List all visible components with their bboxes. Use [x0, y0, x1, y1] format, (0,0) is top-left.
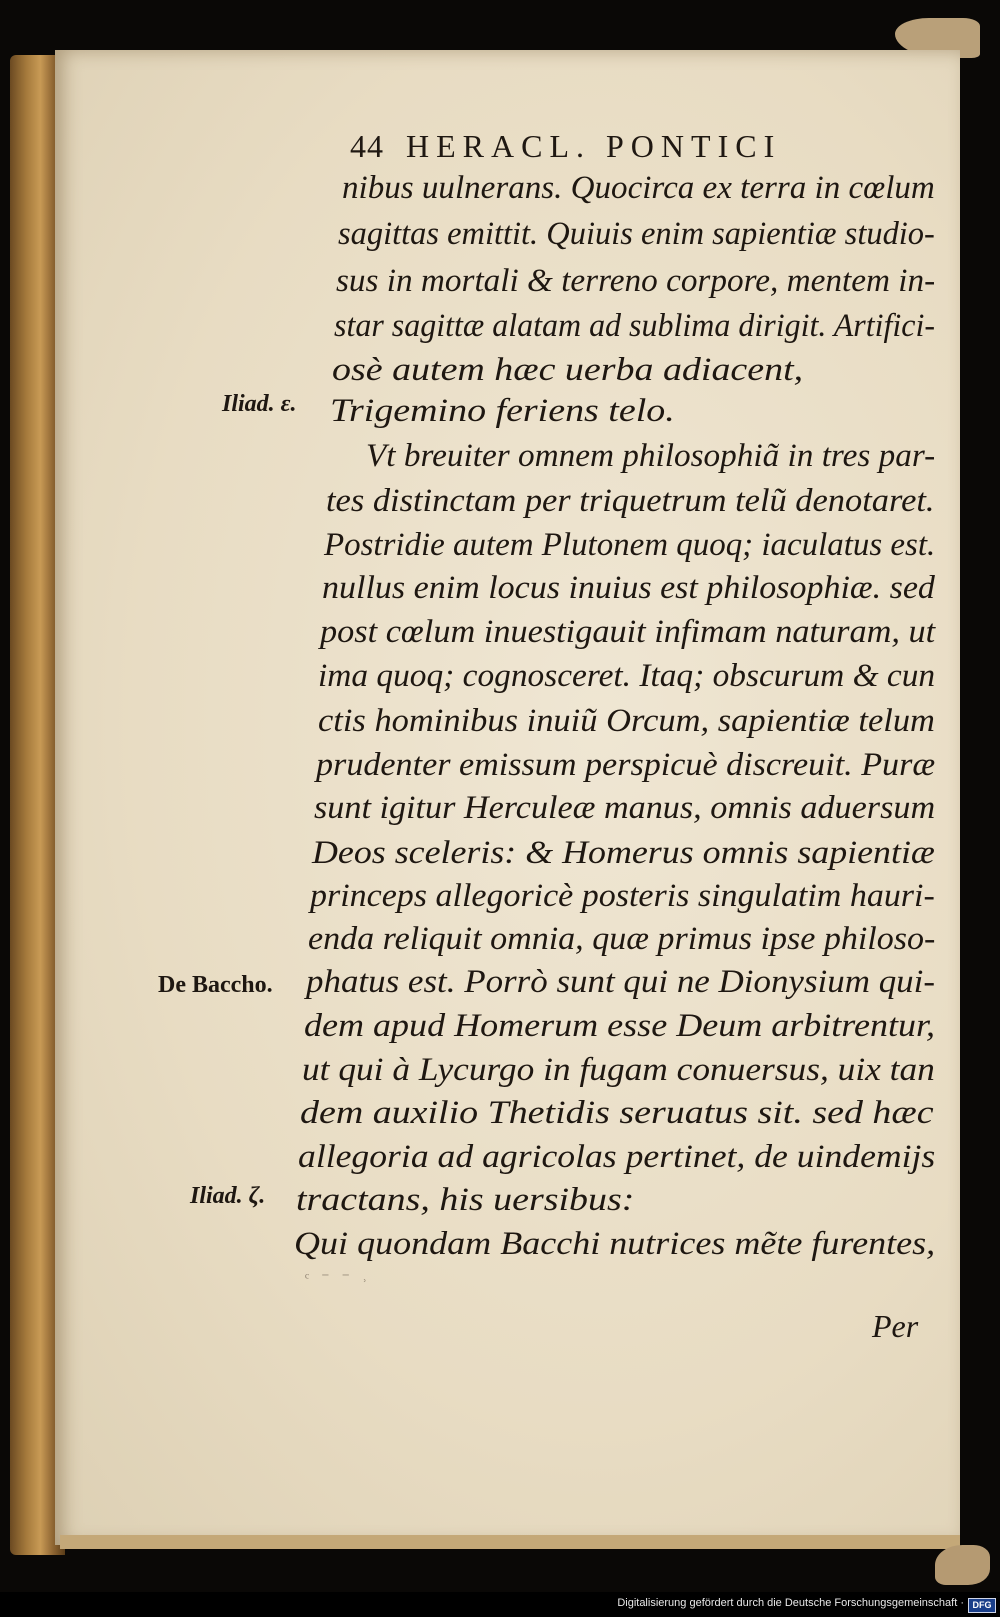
- text-line: osè autem hæc uerba adiacent,: [332, 352, 804, 388]
- text-line: princeps allegoricè posteris singulatim hauri-: [310, 878, 935, 914]
- text-line: tes distinctam per triquetrum telũ denotaret.: [326, 483, 935, 519]
- text-line: ctis hominibus inuiũ Orcum, sapientiæ telum: [318, 703, 935, 739]
- text-line: Trigemino feriens telo.: [330, 393, 675, 429]
- text-line: sus in mortali & terreno corpore, mentem in-: [336, 263, 936, 299]
- marginal-note-iliad-e: Iliad. ε.: [222, 391, 297, 417]
- text-line: sagittas emittit. Quiuis enim sapientiæ studio-: [338, 216, 935, 252]
- text-line: ima quoq; cognosceret. Itaq; obscurum & cun: [318, 658, 936, 694]
- text-line: nullus enim locus inuius est philosophiæ. sed: [322, 570, 935, 606]
- marginal-note-de-baccho: De Baccho.: [158, 972, 273, 998]
- text-line: Deos sceleris: & Homerus omnis sapientiæ: [312, 835, 935, 871]
- text-line: star sagittæ alatam ad sublima dirigit. Artifici-: [334, 308, 936, 344]
- text-line: tractans, his uersibus:: [296, 1182, 635, 1218]
- text-line: dem auxilio Thetidis seruatus sit. sed hæc: [300, 1095, 934, 1131]
- text-line: prudenter emissum perspicuè discreuit. Puræ: [316, 747, 936, 783]
- text-line: nibus uulnerans. Quocirca ex terra in cœlum: [342, 170, 935, 206]
- text-line: allegoria ad agricolas pertinet, de uindemijs: [298, 1139, 936, 1175]
- corner-tear-bottom: [935, 1545, 990, 1585]
- running-title: HERACL. PONTICI: [406, 128, 782, 164]
- text-line: dem apud Homerum esse Deum arbitrentur,: [304, 1008, 936, 1044]
- text-line: phatus est. Porrò sunt qui ne Dionysium qui-: [306, 964, 935, 1000]
- text-line: enda reliquit omnia, quæ primus ipse philoso-: [308, 921, 936, 957]
- text-line: Postridie autem Plutonem quoq; iaculatus est.: [324, 527, 936, 563]
- credit-text: Digitalisierung gefördert durch die Deutsche Forschungsgemeinschaft ·: [617, 1597, 964, 1609]
- text-line: Qui quondam Bacchi nutrices mẽte furentes,: [294, 1226, 936, 1262]
- marginal-note-iliad-z: Iliad. ζ.: [190, 1183, 266, 1209]
- dfg-logo: DFG: [968, 1598, 996, 1613]
- text-line: Vt breuiter omnem philosophiã in tres par-: [366, 438, 936, 474]
- smudge: ᶜ ⁻ ⁻ ˒: [305, 1270, 372, 1287]
- page-number: 44: [350, 128, 384, 164]
- text-line: post cœlum inuestigauit infimam naturam, ut: [320, 614, 936, 650]
- catchword: Per: [872, 1308, 919, 1344]
- running-head: [350, 128, 781, 165]
- page-bottom-edge: [60, 1535, 960, 1549]
- text-line: sunt igitur Herculeæ manus, omnis aduersum: [314, 790, 936, 826]
- text-line: ut qui à Lycurgo in fugam conuersus, uix tan: [302, 1052, 935, 1088]
